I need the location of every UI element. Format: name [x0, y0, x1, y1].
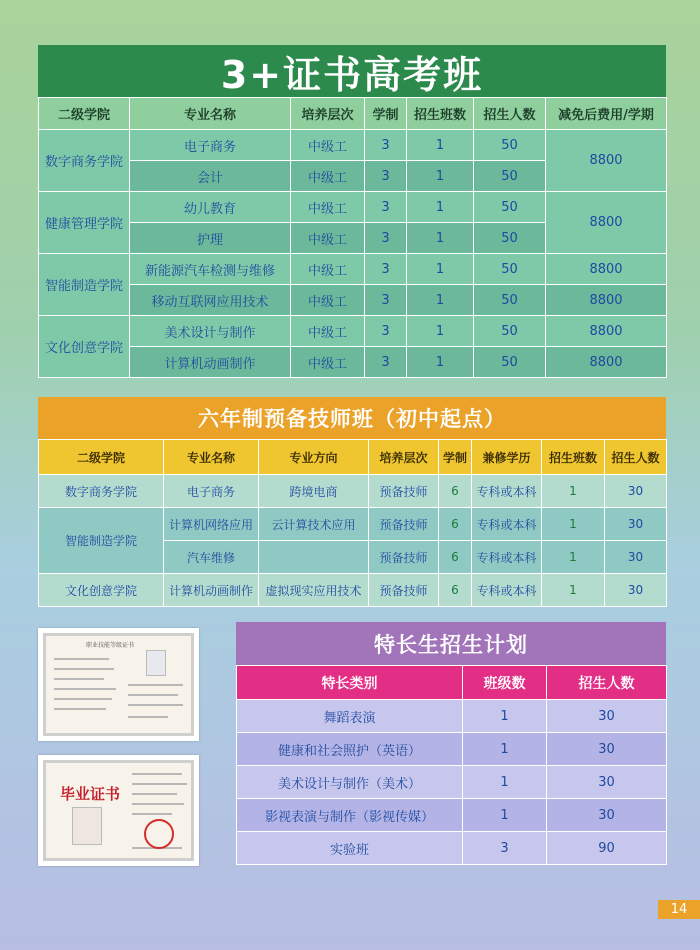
major-cell: 新能源汽车检测与维修 [130, 254, 291, 285]
header-cell: 招生人数 [474, 98, 546, 130]
classes-cell: 1 [407, 192, 474, 223]
students-cell: 50 [474, 223, 546, 254]
years-cell: 3 [365, 192, 407, 223]
students-cell: 30 [547, 733, 667, 766]
students-cell: 90 [547, 832, 667, 865]
classes-cell: 1 [542, 508, 605, 541]
table-row [237, 766, 667, 799]
direction-cell: 虚拟现实应用技术 [259, 574, 369, 607]
years-cell: 3 [365, 316, 407, 347]
degree-cell: 专科或本科 [472, 541, 542, 574]
table-header-row [237, 666, 667, 700]
header-cell: 二级学院 [39, 440, 164, 475]
classes-cell: 1 [463, 700, 547, 733]
direction-cell: 云计算技术应用 [259, 508, 369, 541]
fee-cell: 8800 [546, 254, 667, 285]
college-cell: 数字商务学院 [39, 130, 130, 192]
photo-placeholder [72, 807, 102, 845]
major-cell: 护理 [130, 223, 291, 254]
college-cell: 智能制造学院 [39, 508, 164, 574]
level-cell: 预备技师 [369, 541, 439, 574]
table-row [39, 316, 667, 347]
college-cell: 文化创意学院 [39, 574, 164, 607]
level-cell: 中级工 [291, 347, 365, 378]
students-cell: 30 [547, 700, 667, 733]
fee-cell: 8800 [546, 192, 667, 254]
years-cell: 6 [439, 541, 472, 574]
special-talent-section [236, 622, 666, 865]
header-cell: 招生班数 [542, 440, 605, 475]
direction-cell: 跨境电商 [259, 475, 369, 508]
header-cell: 学制 [439, 440, 472, 475]
students-cell: 50 [474, 254, 546, 285]
college-cell: 智能制造学院 [39, 254, 130, 316]
table-row [39, 475, 667, 508]
students-cell: 30 [605, 541, 667, 574]
header-cell: 招生班数 [407, 98, 474, 130]
fee-cell: 8800 [546, 130, 667, 192]
table-row [39, 130, 667, 161]
header-cell: 特长类别 [237, 666, 463, 700]
category-cell: 实验班 [237, 832, 463, 865]
degree-cell: 专科或本科 [472, 508, 542, 541]
table-row [237, 733, 667, 766]
students-cell: 30 [605, 508, 667, 541]
skill-certificate-image [38, 628, 199, 741]
fee-cell: 8800 [546, 316, 667, 347]
header-cell: 招生人数 [547, 666, 667, 700]
category-cell: 舞蹈表演 [237, 700, 463, 733]
table-row [39, 254, 667, 285]
six-year-technician-title: 六年制预备技师班（初中起点） [38, 397, 666, 439]
degree-cell: 专科或本科 [472, 574, 542, 607]
table-row [39, 347, 667, 378]
level-cell: 中级工 [291, 285, 365, 316]
category-cell: 影视表演与制作（影视传媒） [237, 799, 463, 832]
special-talent-table [236, 665, 667, 865]
level-cell: 中级工 [291, 316, 365, 347]
header-cell: 班级数 [463, 666, 547, 700]
major-cell: 会计 [130, 161, 291, 192]
classes-cell: 1 [407, 347, 474, 378]
major-cell: 幼儿教育 [130, 192, 291, 223]
years-cell: 6 [439, 475, 472, 508]
classes-cell: 1 [542, 475, 605, 508]
students-cell: 50 [474, 192, 546, 223]
major-cell: 计算机网络应用 [164, 508, 259, 541]
header-cell: 减免后费用/学期 [546, 98, 667, 130]
major-cell: 计算机动画制作 [130, 347, 291, 378]
level-cell: 预备技师 [369, 475, 439, 508]
years-cell: 3 [365, 161, 407, 192]
students-cell: 50 [474, 316, 546, 347]
six-year-technician-section [38, 397, 666, 607]
years-cell: 6 [439, 574, 472, 607]
years-cell: 3 [365, 130, 407, 161]
major-cell: 移动互联网应用技术 [130, 285, 291, 316]
vocational-exam-class-table [38, 97, 667, 378]
major-cell: 计算机动画制作 [164, 574, 259, 607]
special-talent-title: 特长生招生计划 [236, 622, 666, 665]
years-cell: 3 [365, 254, 407, 285]
certificate-heading: 毕业证书 [60, 785, 121, 803]
years-cell: 6 [439, 508, 472, 541]
classes-cell: 1 [407, 316, 474, 347]
college-cell: 文化创意学院 [39, 316, 130, 378]
header-cell: 二级学院 [39, 98, 130, 130]
header-cell: 专业名称 [130, 98, 291, 130]
table-row [39, 285, 667, 316]
six-year-technician-table [38, 439, 667, 607]
seal-icon [144, 819, 174, 849]
years-cell: 3 [365, 223, 407, 254]
fee-cell: 8800 [546, 347, 667, 378]
classes-cell: 1 [407, 254, 474, 285]
header-cell: 培养层次 [291, 98, 365, 130]
classes-cell: 1 [463, 733, 547, 766]
header-cell: 学制 [365, 98, 407, 130]
vocational-exam-class-title: 3+证书高考班 [38, 45, 666, 97]
table-header-row [39, 98, 667, 130]
students-cell: 50 [474, 130, 546, 161]
classes-cell: 1 [542, 541, 605, 574]
level-cell: 中级工 [291, 161, 365, 192]
students-cell: 50 [474, 285, 546, 316]
category-cell: 健康和社会照护（英语） [237, 733, 463, 766]
header-cell: 专业名称 [164, 440, 259, 475]
years-cell: 3 [365, 347, 407, 378]
classes-cell: 1 [407, 223, 474, 254]
classes-cell: 3 [463, 832, 547, 865]
level-cell: 中级工 [291, 192, 365, 223]
table-row [39, 508, 667, 541]
certificate-heading: 职业技能等级证书 [86, 642, 135, 649]
classes-cell: 1 [407, 161, 474, 192]
category-cell: 美术设计与制作（美术） [237, 766, 463, 799]
students-cell: 30 [605, 574, 667, 607]
table-row [237, 799, 667, 832]
level-cell: 中级工 [291, 130, 365, 161]
students-cell: 30 [605, 475, 667, 508]
header-cell: 招生人数 [605, 440, 667, 475]
level-cell: 预备技师 [369, 508, 439, 541]
degree-cell: 专科或本科 [472, 475, 542, 508]
college-cell: 数字商务学院 [39, 475, 164, 508]
students-cell: 30 [547, 766, 667, 799]
years-cell: 3 [365, 285, 407, 316]
classes-cell: 1 [407, 130, 474, 161]
students-cell: 50 [474, 161, 546, 192]
table-header-row [39, 440, 667, 475]
level-cell: 预备技师 [369, 574, 439, 607]
students-cell: 50 [474, 347, 546, 378]
major-cell: 美术设计与制作 [130, 316, 291, 347]
classes-cell: 1 [542, 574, 605, 607]
table-row [237, 832, 667, 865]
level-cell: 中级工 [291, 223, 365, 254]
table-row [39, 574, 667, 607]
major-cell: 电子商务 [164, 475, 259, 508]
table-row [39, 192, 667, 223]
header-cell: 专业方向 [259, 440, 369, 475]
major-cell: 汽车维修 [164, 541, 259, 574]
graduation-certificate-image [38, 755, 199, 866]
direction-cell [259, 541, 369, 574]
level-cell: 中级工 [291, 254, 365, 285]
fee-cell: 8800 [546, 285, 667, 316]
photo-placeholder [146, 650, 166, 676]
students-cell: 30 [547, 799, 667, 832]
classes-cell: 1 [407, 285, 474, 316]
table-row [237, 700, 667, 733]
vocational-exam-class-section [38, 45, 666, 378]
major-cell: 电子商务 [130, 130, 291, 161]
classes-cell: 1 [463, 799, 547, 832]
header-cell: 兼修学历 [472, 440, 542, 475]
page-number: 14 [658, 900, 700, 919]
classes-cell: 1 [463, 766, 547, 799]
college-cell: 健康管理学院 [39, 192, 130, 254]
header-cell: 培养层次 [369, 440, 439, 475]
